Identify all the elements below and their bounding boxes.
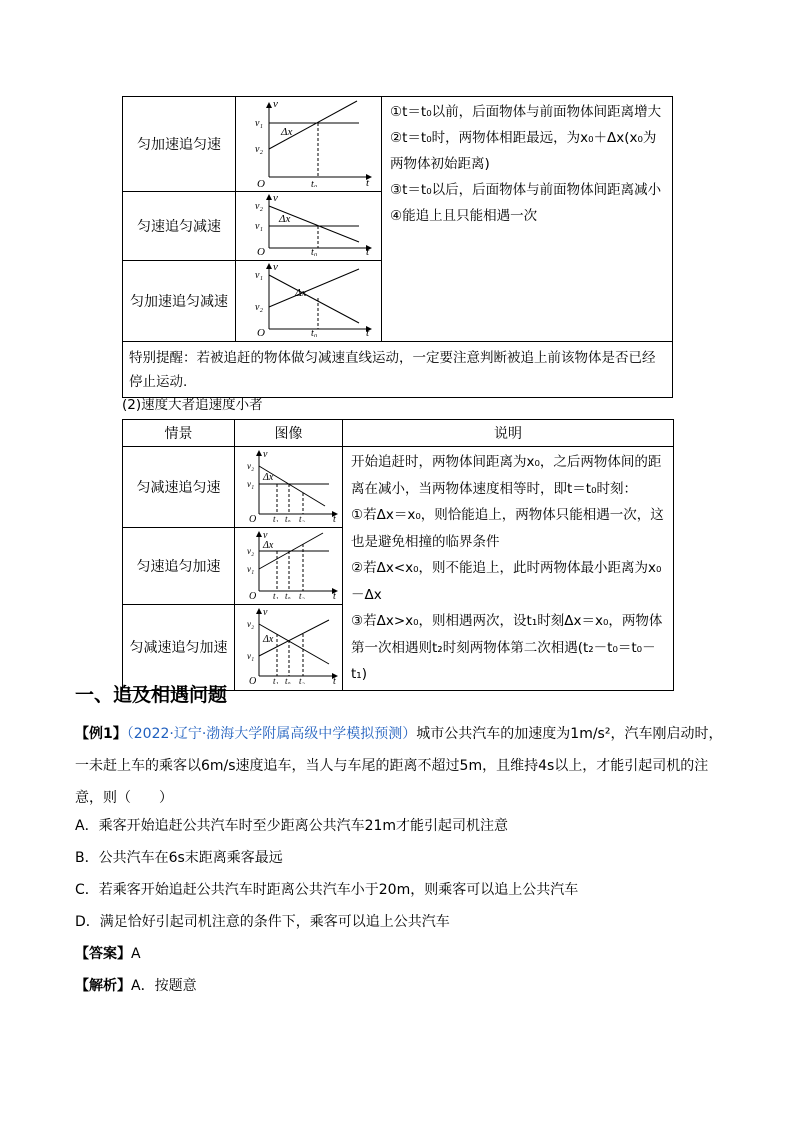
answer-line: [75, 944, 141, 964]
svg-text:v₂: v₂: [254, 201, 263, 212]
svg-text:v: v: [272, 192, 278, 204]
svg-text:Δx: Δx: [294, 287, 306, 299]
svg-text:t: t: [332, 514, 336, 523]
svg-text:t: t: [332, 676, 336, 685]
svg-text:t: t: [365, 327, 369, 337]
scene-cell: 匀速追匀减速: [123, 192, 236, 261]
analysis-text: A．按题意: [131, 978, 197, 994]
vt-graph-accel-vs-decel: [239, 261, 379, 337]
example-source: （2022·辽宁·渤海大学附属高级中学模拟预测）: [126, 726, 417, 742]
svg-text:v₂: v₂: [254, 144, 263, 155]
example-stem: 城市公共汽车的加速度为1m/s²，汽车刚启动时，一未赶上车的乘客以6m/s速度追车，当人与车尾的距离不超过5m，且维持4s以上，才能引起司机的注意，则（ ）: [75, 726, 723, 806]
table-catch-up-slow-to-fast: [122, 96, 673, 398]
scene-cell: 匀减速追匀加速: [123, 605, 235, 690]
svg-text:Δx: Δx: [262, 540, 273, 552]
vt-graph-cell: [236, 97, 382, 192]
vt-graph-cell: [236, 192, 382, 261]
svg-text:t₀: t₀: [284, 676, 291, 685]
svg-text:O: O: [256, 327, 265, 337]
svg-text:v₂: v₂: [254, 302, 263, 313]
scene-cell: 匀速追匀加速: [123, 528, 235, 605]
option-c: C．若乘客开始追赶公共汽车时距离公共汽车小于20m，则乘客可以追上公共汽车: [75, 882, 579, 898]
svg-text:O: O: [248, 591, 256, 600]
svg-text:t₀: t₀: [284, 514, 291, 523]
svg-text:v: v: [262, 449, 267, 461]
svg-text:v₁: v₁: [254, 270, 263, 281]
svg-text:t₁: t₁: [272, 514, 279, 523]
svg-text:Δx: Δx: [262, 634, 273, 646]
svg-text:t: t: [332, 591, 336, 600]
svg-text:Δx: Δx: [280, 126, 292, 138]
description-cell: ①t＝t₀以前，后面物体与前面物体间距离增大 ②t＝t₀时，两物体相距最远，为x₀＋Δx(x₀为两物体初始距离) ③t＝t₀以后，后面物体与前面物体间距离减小 ④能追上且只能相遇一次: [382, 97, 673, 342]
svg-text:v: v: [262, 607, 267, 619]
svg-text:v: v: [262, 530, 267, 542]
svg-text:v₂: v₂: [246, 619, 254, 630]
scene-cell: 匀减速追匀速: [123, 447, 235, 528]
svg-text:t: t: [365, 177, 369, 187]
option-a: A．乘客开始追赶公共汽车时至少距离公共汽车21m才能引起司机注意: [75, 818, 509, 834]
svg-text:t₂: t₂: [298, 676, 305, 685]
column-header: 说明: [343, 420, 674, 447]
svg-text:t₀: t₀: [310, 328, 317, 337]
vt-graph-cell: [235, 528, 343, 605]
svg-text:v₁: v₁: [246, 479, 254, 490]
option-b: B．公共汽车在6s末距离乘客最远: [75, 850, 283, 866]
section-title: (2)速度大者追速度小者: [122, 397, 263, 413]
svg-text:t: t: [365, 246, 369, 256]
column-header: 图像: [235, 420, 343, 447]
svg-text:v₂: v₂: [246, 461, 254, 472]
scene-cell: 匀加速追匀减速: [123, 261, 236, 342]
svg-text:t₀: t₀: [310, 247, 317, 256]
answer-value: A: [131, 946, 141, 962]
svg-text:t₁: t₁: [272, 591, 279, 600]
vt-graph-decel-vs-accel: [237, 606, 341, 684]
description-cell: 开始追赶时，两物体间距离为x₀，之后两物体间的距离在减小，当两物体速度相等时，即t＝t₀时刻： ①若Δx＝x₀，则恰能追上，两物体只能相遇一次，这也是避免相撞的临界条件 ②若Δx<x₀，则不能追上，此时两物体最小距离为x₀－Δx ③若Δx>x₀，则相遇两次，设t₁时刻Δx＝x₀，两物体第一次相遇则t₂时刻两物体第二次相遇(t₂－t₀＝t₀－t₁): [343, 447, 674, 691]
vt-graph-uniform-vs-decel: [239, 192, 379, 256]
svg-text:t₀: t₀: [284, 591, 291, 600]
svg-text:t₁: t₁: [272, 676, 279, 685]
special-note: 特别提醒：若被追赶的物体做匀减速直线运动，一定要注意判断被追上前该物体是否已经停止运动.: [123, 342, 673, 398]
answer-label: 【答案】: [75, 946, 131, 962]
svg-text:t₀: t₀: [310, 179, 317, 187]
option-d: D．满足恰好引起司机注意的条件下，乘客可以追上公共汽车: [75, 914, 450, 930]
vt-graph-accel-vs-uniform: [239, 97, 379, 187]
axis-label-v: v: [272, 98, 278, 110]
vt-graph-decel-vs-uniform: [237, 448, 341, 522]
svg-text:t₂: t₂: [298, 514, 305, 523]
svg-text:v₁: v₁: [254, 221, 263, 232]
analysis-label: 【解析】: [75, 978, 131, 994]
svg-text:v₁: v₁: [254, 118, 263, 129]
analysis-line: [75, 976, 197, 996]
table-catch-up-fast-to-slow: [122, 419, 674, 691]
example-question: [75, 718, 725, 814]
example-label: 【例1】: [75, 726, 127, 742]
vt-graph-cell: [236, 261, 382, 342]
svg-text:v₁: v₁: [246, 651, 254, 662]
svg-text:O: O: [256, 178, 265, 187]
svg-text:v₁: v₁: [246, 564, 254, 575]
svg-text:O: O: [248, 514, 256, 523]
vt-graph-uniform-vs-accel: [237, 529, 341, 599]
svg-text:Δx: Δx: [278, 213, 290, 225]
scene-cell: 匀加速追匀速: [123, 97, 236, 192]
column-header: 情景: [123, 420, 235, 447]
svg-text:Δx: Δx: [262, 472, 273, 484]
vt-graph-cell: [235, 605, 343, 690]
section-heading: 一、追及相遇问题: [75, 684, 228, 706]
vt-graph-cell: [235, 447, 343, 528]
svg-text:v: v: [272, 261, 278, 273]
svg-text:t₂: t₂: [298, 591, 305, 600]
svg-text:O: O: [256, 246, 265, 256]
svg-text:v₂: v₂: [246, 546, 254, 557]
svg-text:O: O: [248, 676, 256, 685]
